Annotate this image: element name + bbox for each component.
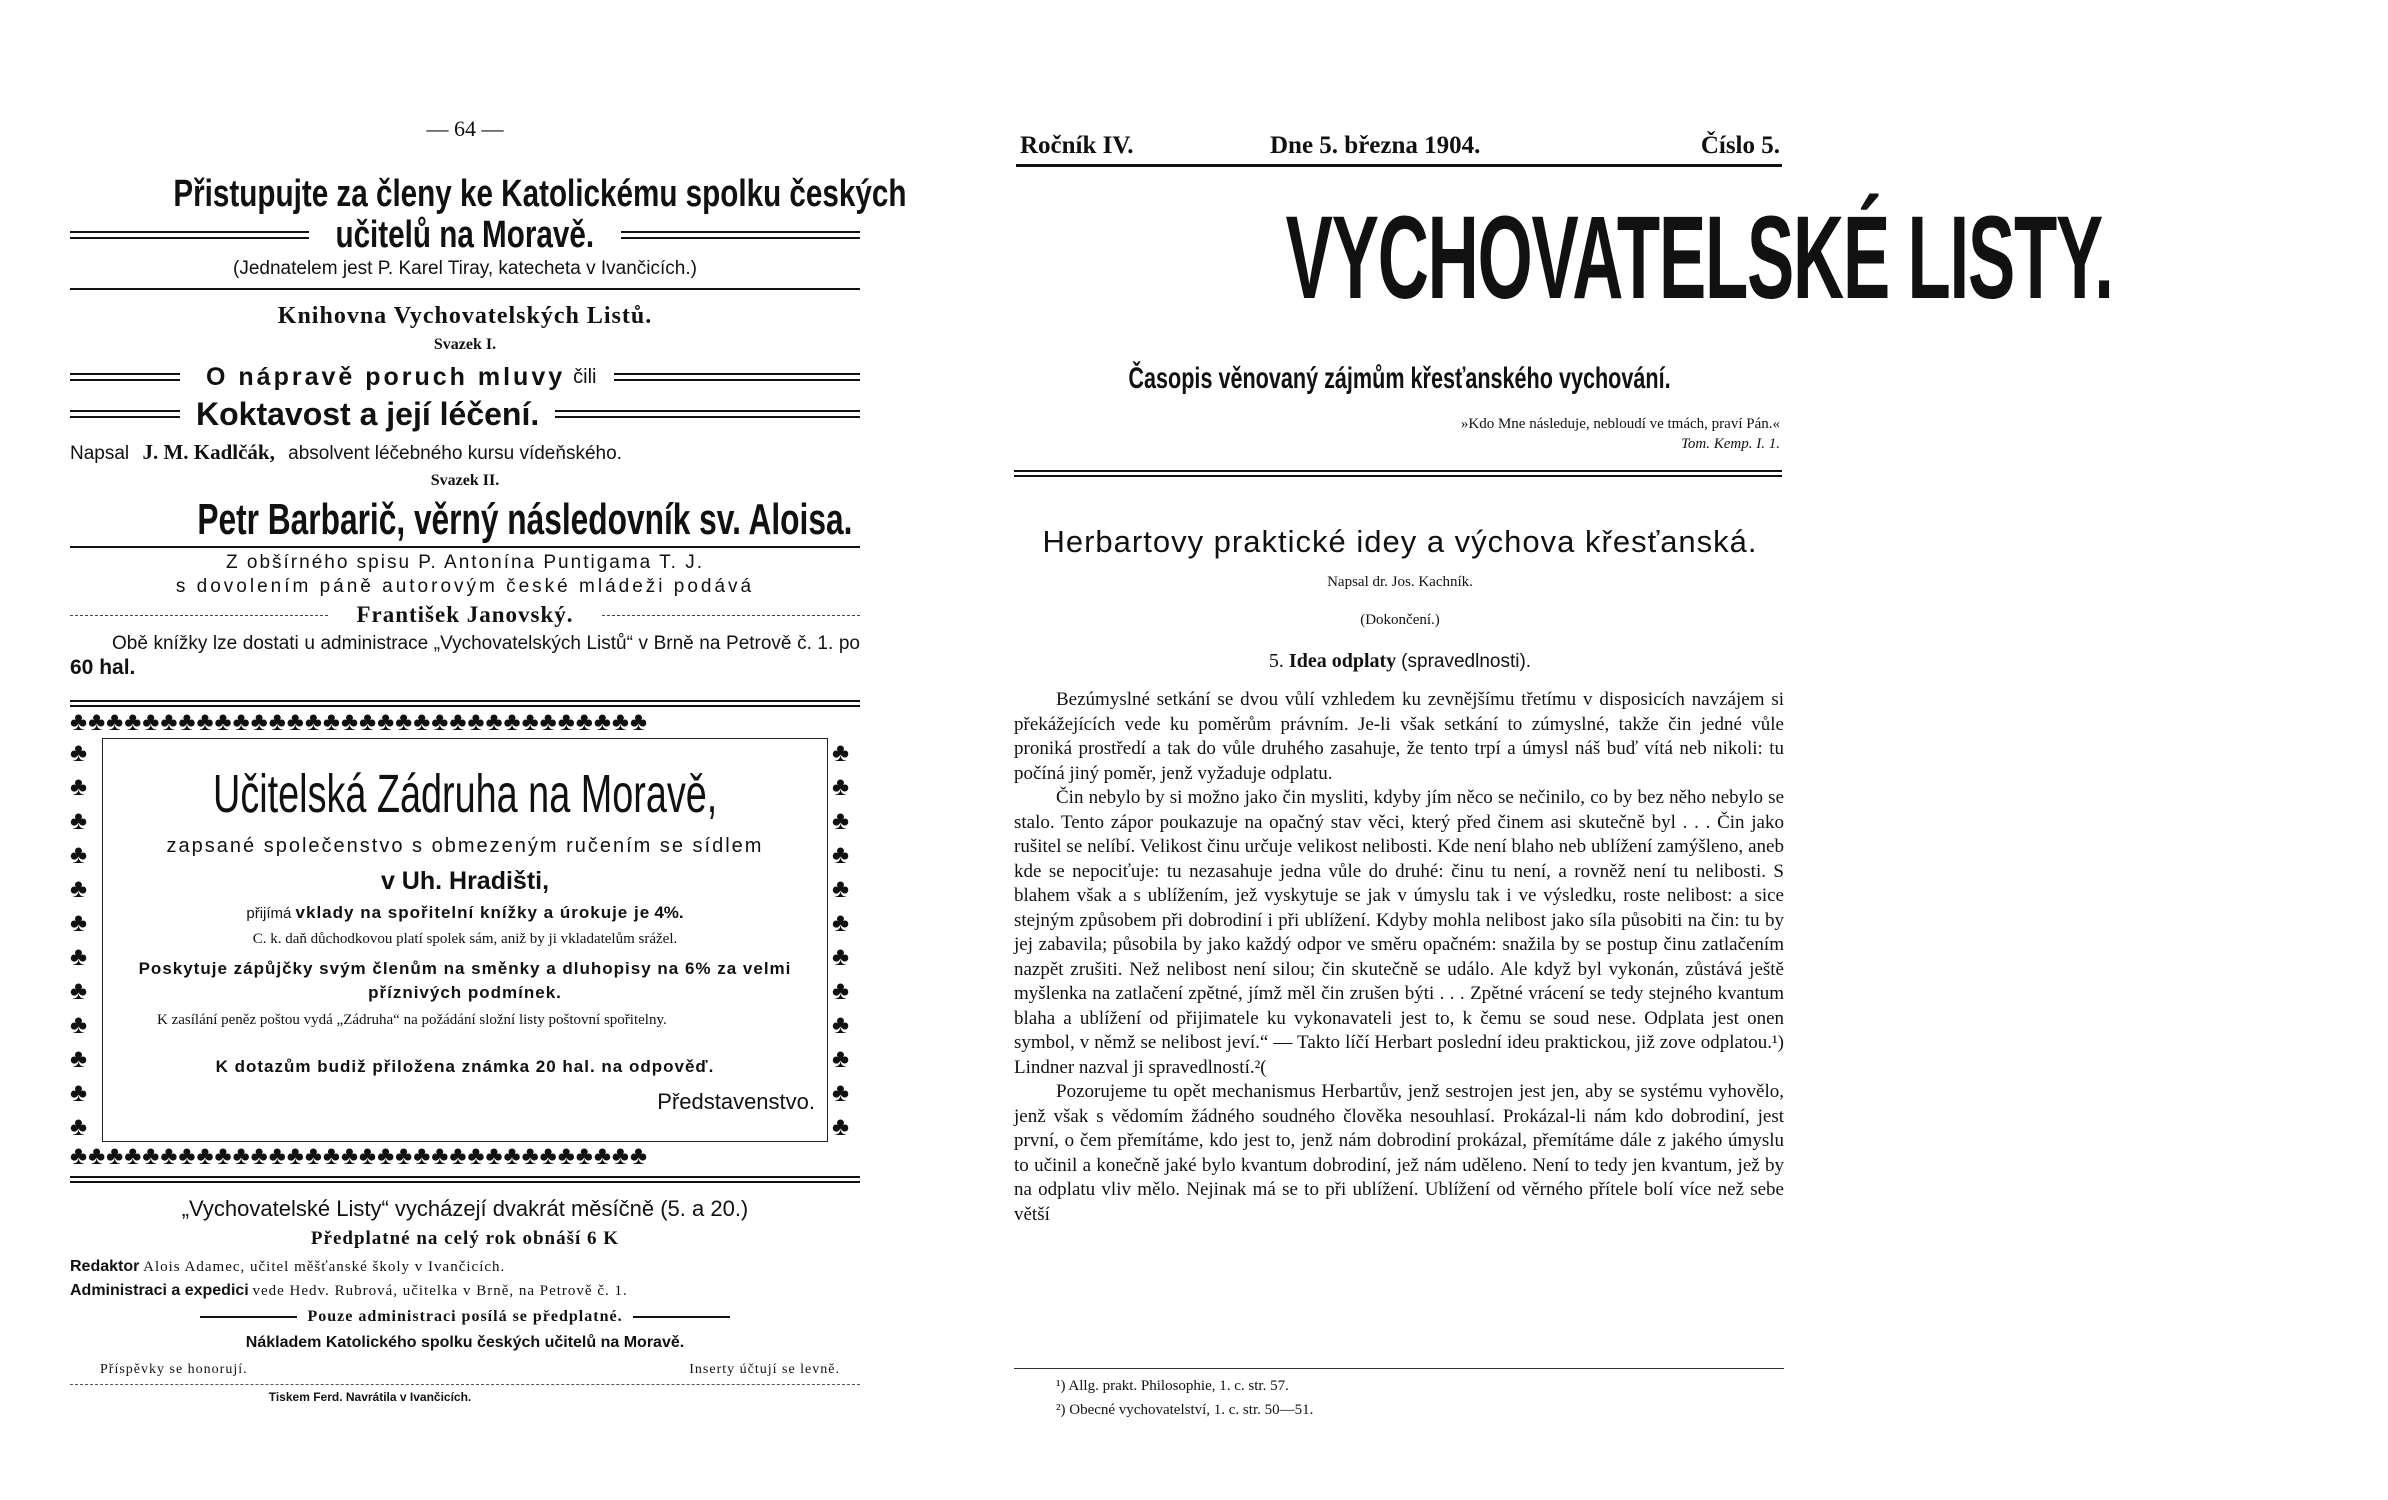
ornament-icon: ♣ <box>340 1141 359 1170</box>
ornament-top <box>70 708 860 736</box>
rule-left <box>70 410 180 418</box>
ornament-icon: ♣ <box>70 738 88 767</box>
ornament-icon: ♣ <box>70 1044 88 1073</box>
ornament-icon: ♣ <box>832 840 850 869</box>
ornament-icon: ♣ <box>629 1141 648 1170</box>
library-vol2-label: Svazek II. <box>430 472 500 489</box>
ornament-icon: ♣ <box>70 1141 89 1170</box>
ornament-icon: ♣ <box>70 806 88 835</box>
ornament-icon: ♣ <box>178 1141 197 1170</box>
ornament-icon: ♣ <box>70 908 88 937</box>
ornament-icon: ♣ <box>340 707 359 736</box>
ad-stamp-note: K dotazům budiž přiložena známka 20 hal. na odpověď. <box>215 1057 715 1076</box>
ornament-icon: ♣ <box>142 1141 161 1170</box>
ornament-icon: ♣ <box>70 1112 88 1141</box>
ornament-icon: ♣ <box>70 707 89 736</box>
masthead-volume: Ročník IV. <box>1020 132 1134 159</box>
ornament-icon: ♣ <box>431 707 450 736</box>
ad-top-rule <box>70 700 860 707</box>
ornament-icon: ♣ <box>557 1141 576 1170</box>
imprint-frequency: „Vychovatelské Listy“ vycházejí dvakrát měsíčně (5. a 20.) <box>181 1196 749 1221</box>
divider <box>70 288 860 290</box>
ornament-icon: ♣ <box>160 1141 179 1170</box>
availability-text: Obě knížky lze dostati u administrace „Vychovatelských Listů“ v Brně na Petrově č. 1. po <box>112 633 860 654</box>
rule-left <box>200 1316 297 1318</box>
ornament-icon: ♣ <box>629 707 648 736</box>
book1-title-rest: čili <box>573 365 597 388</box>
ornament-icon: ♣ <box>142 707 161 736</box>
book1-line1 <box>70 360 860 394</box>
ornament-icon: ♣ <box>593 1141 612 1170</box>
masthead-bottom-rule <box>1014 470 1782 477</box>
ornament-icon: ♣ <box>106 707 125 736</box>
ornament-icon: ♣ <box>304 1141 323 1170</box>
ad-deposit <box>103 903 827 923</box>
ornament-icon: ♣ <box>593 707 612 736</box>
ornament-icon: ♣ <box>539 707 558 736</box>
ornament-icon: ♣ <box>449 1141 468 1170</box>
masthead-title-text: VYCHOVATELSKÉ LISTY. <box>1285 192 2113 324</box>
article-paragraph-1: Bezúmyslné setkání se dvou vůlí vzhledem ku zevnějšímu třetímu v disposicích navzájem si překážejících vede ku poměrům právním. Je-li však setkání to zúmyslné, takže čin jedné vůle proniká prostředí a tak do vůle druhého zasahuje, že tento trpí a úmysl náš buď vítá neb nikoli: tu počíná jiný poměr, jenž vyžaduje odplatu. <box>1014 689 1784 784</box>
deposit-bold: vklady na spořitelní knížky a úrokuje je <box>295 903 651 922</box>
ad-inner-frame <box>102 738 828 1142</box>
ornament-icon: ♣ <box>832 772 850 801</box>
ornament-icon: ♣ <box>467 707 486 736</box>
masthead-issue: Číslo 5. <box>1700 132 1780 159</box>
ornament-icon: ♣ <box>359 707 378 736</box>
masthead-motto-source: Tom. Kemp. I. 1. <box>1680 436 1780 452</box>
ornament-icon: ♣ <box>70 976 88 1005</box>
library-vol1-label: Svazek I. <box>433 336 497 353</box>
book2-title <box>70 494 860 546</box>
ornament-icon: ♣ <box>70 1010 88 1039</box>
book1-author <box>70 440 860 465</box>
ornament-icon: ♣ <box>611 1141 630 1170</box>
ornament-icon: ♣ <box>359 1141 378 1170</box>
library-availability <box>70 632 860 681</box>
membership-note: (Jednatelem jest P. Karel Tiray, katecheta v Ivančicích.) <box>233 258 697 279</box>
ornament-icon: ♣ <box>485 707 504 736</box>
page-number: — 64 — <box>426 116 504 141</box>
footnote-2: ²) Obecné vychovatelství, 1. c. str. 50—51. <box>1056 1402 1314 1418</box>
ornament-icon: ♣ <box>832 806 850 835</box>
ornament-icon: ♣ <box>395 1141 414 1170</box>
ornament-icon: ♣ <box>124 707 143 736</box>
ad-title-text: Učitelská Zádruha na Moravě, <box>212 764 718 824</box>
ornament-icon: ♣ <box>832 908 850 937</box>
rule-left <box>70 615 328 616</box>
masthead-tagline <box>1000 362 1800 396</box>
ornament-icon: ♣ <box>575 707 594 736</box>
book1-title-bold: O nápravě poruch mluvy <box>206 362 566 391</box>
divider <box>70 546 860 548</box>
article-paragraph-3: Pozorujeme tu opět mechanismus Herbartův, jenž sestrojen jest jen, aby se systému vyhovělo, jenž však s vědomím žádného soudného člověka nesouhlasí. Prokázal-li nám kdo dobrodiní, jest první, o čem přemítáme, kdo jest to, jenž nám dobrodiní prokázal, přemítáme dále z jakého úmyslu to učinil a konečně jaké bylo kvantum dobrodiní, jež nám uděleno. Není to tedy jen kvantum, jež by na odplatu vliv mělo. Nejinak má se to při ublížení. Ublížení od věrného přítele bolí více než sebe větší <box>1014 1081 1784 1225</box>
ornament-icon: ♣ <box>539 1141 558 1170</box>
section-number: 5. <box>1268 650 1284 672</box>
book2-line2: s dovolením páně autorovým české mládeži podává <box>175 576 755 597</box>
author-prefix: Napsal <box>70 443 130 464</box>
imprint-printer: Tiskem Ferd. Navrátila v Ivančicích. <box>268 1390 472 1404</box>
ornament-icon: ♣ <box>575 1141 594 1170</box>
ornament-icon: ♣ <box>832 738 850 767</box>
ad-title <box>103 761 827 827</box>
ornament-icon: ♣ <box>268 1141 287 1170</box>
ornament-icon: ♣ <box>611 707 630 736</box>
ornament-icon: ♣ <box>832 942 850 971</box>
ornament-icon: ♣ <box>377 1141 396 1170</box>
article-continued: (Dokončení.) <box>1360 612 1440 628</box>
ornament-icon: ♣ <box>322 1141 341 1170</box>
ornament-icon: ♣ <box>503 1141 522 1170</box>
imprint-editor <box>70 1258 860 1276</box>
masthead-rule <box>1016 164 1782 167</box>
deposit-prefix: přijímá <box>246 905 292 922</box>
ad-subtitle: zapsané společenstvo s obmezeným ručením se sídlem <box>166 835 764 857</box>
editor-label: Redaktor <box>70 1258 140 1275</box>
article-title: Herbartovy praktické idey a výchova křesťanská. <box>1042 524 1758 559</box>
section-subtitle: (spravedlnosti). <box>1401 651 1532 672</box>
article-byline: Napsal dr. Jos. Kachník. <box>1327 574 1473 590</box>
ornament-right <box>832 736 860 1142</box>
ornament-icon: ♣ <box>250 1141 269 1170</box>
ad-bottom-rule <box>70 1176 860 1183</box>
section-title: Idea odplaty <box>1288 650 1397 672</box>
book2-line1: Z obšírného spisu P. Antonína Puntigama T. J. <box>226 552 704 573</box>
ornament-icon: ♣ <box>250 707 269 736</box>
imprint-admin <box>70 1282 860 1300</box>
ornament-icon: ♣ <box>503 707 522 736</box>
deposit-rate: 4%. <box>654 903 684 922</box>
masthead-title <box>1010 178 2113 338</box>
rule-right <box>555 410 860 418</box>
ornament-icon: ♣ <box>286 707 305 736</box>
ornament-icon: ♣ <box>413 1141 432 1170</box>
rule-left <box>70 231 309 239</box>
rule-right <box>602 615 860 616</box>
ornament-icon: ♣ <box>832 976 850 1005</box>
ornament-icon: ♣ <box>431 1141 450 1170</box>
rule-left <box>70 373 180 381</box>
ornament-icon: ♣ <box>232 1141 251 1170</box>
ornament-icon: ♣ <box>106 1141 125 1170</box>
ornament-icon: ♣ <box>467 1141 486 1170</box>
ornament-icon: ♣ <box>832 1010 850 1039</box>
masthead-dateline <box>1000 132 1780 162</box>
membership-title-line2 <box>70 214 860 256</box>
membership-title-text1: Přistupujte za členy ke Katolickému spolku českých <box>173 173 907 215</box>
admin-label: Administraci a expedici <box>70 1282 249 1299</box>
ornament-left <box>70 736 98 1142</box>
ornament-icon: ♣ <box>304 707 323 736</box>
ornament-icon: ♣ <box>395 707 414 736</box>
article-paragraph-2: Čin nebylo by si možno jako čin mysliti, kdyby jím něco se nečinilo, co by bez něho nebylo se stalo. Tento zápor poukazuje na opačný stav věci, který před činem asi skutečně byl . . . Čin jako rušitel se nelíbí. Velikost činu určuje velikost nelibosti. Kde není blaho neb ublížení zamýšleno, aneb kde se nepociťuje: tu nezasahuje jedna vůle do druhé: činu tu není, a rovněž není tu nelibosti. S blahem však a s ublížením, jež vyskytuje se jak v úmyslu tak i ve výsledku, roste nelibost: a sice stejným způsobem při dobrodiní i při ublížení. Kdyby mohla nelibost jako síla působiti na čin: tu by jej zabavila; působila by jako každý odpor ve směru opačném: snažila by se postup činu zatlačením nazpět zrušiti. Než nelibost není silou; čin skutečně se událo. Ale když byl vykonán, zůstává ještě myšlenka na zatlačení zpětné, jímž měl čin zrušen býti . . . Zpětné vrácení se tedy stejného kvantum blaha a ublížení od přijimatele ku vykonavateli jest to, k čemu se soud nese. Odplata jest onen symbol, v němž se nelibost jeví.“ — Takto líčí Herbart poslední ideu praktickou, již zove odplatou.¹) Lindner nazval ji spravedlností.²( <box>1014 787 1784 1078</box>
rule-right <box>621 231 860 239</box>
ornament-icon: ♣ <box>449 707 468 736</box>
ad-forms-note: K zasílání peněz poštou vydá „Zádruha“ na požádání složní listy poštovní spořitelny. <box>157 1012 667 1028</box>
ad-tax-note: C. k. daň důchodkovou platí spolek sám, aniž by ji vkladatelům srážel. <box>252 931 678 947</box>
book1-line2 <box>70 394 860 434</box>
divider <box>70 1384 860 1385</box>
ornament-bottom <box>70 1142 860 1170</box>
ornament-icon: ♣ <box>557 707 576 736</box>
article-body <box>1014 688 1784 1227</box>
author-name: J. M. Kadlčák, <box>142 440 275 464</box>
imprint-contributions: Příspěvky se honorují. <box>100 1362 248 1377</box>
masthead-date: Dne 5. března 1904. <box>1270 132 1481 159</box>
ad-signature: Představenstvo. <box>657 1089 815 1114</box>
masthead-motto: »Kdo Mne následuje, nebloudí ve tmách, praví Pán.« <box>1460 416 1780 432</box>
ornament-icon: ♣ <box>214 707 233 736</box>
translator-line <box>70 600 860 630</box>
ornament-icon: ♣ <box>322 707 341 736</box>
ornament-icon: ♣ <box>160 707 179 736</box>
masthead-tagline-text: Časopis věnovaný zájmům křesťanského vychování. <box>1128 362 1672 395</box>
rule-right <box>633 1316 730 1318</box>
membership-title-text2: učitelů na Moravě. <box>335 213 595 256</box>
ornament-icon: ♣ <box>178 707 197 736</box>
ad-zadruha <box>70 700 860 1184</box>
admin-text: vede Hedv. Rubrová, učitelka v Brně, na Petrově č. 1. <box>252 1283 628 1299</box>
imprint-subscription: Předplatné na celý rok obnáší 6 K <box>310 1228 620 1249</box>
ornament-icon: ♣ <box>196 707 215 736</box>
ornament-icon: ♣ <box>232 707 251 736</box>
ornament-icon: ♣ <box>377 707 396 736</box>
ornament-icon: ♣ <box>70 874 88 903</box>
ornament-icon: ♣ <box>521 1141 540 1170</box>
footnote-rule <box>1014 1368 1784 1369</box>
rule-right <box>614 373 860 381</box>
library-heading: Knihovna Vychovatelských Listů. <box>277 303 653 329</box>
section-heading <box>1000 650 1800 673</box>
footnote-1: ¹) Allg. prakt. Philosophie, 1. c. str. 57. <box>1056 1378 1289 1394</box>
ornament-icon: ♣ <box>70 1078 88 1107</box>
ornament-icon: ♣ <box>70 772 88 801</box>
ornament-icon: ♣ <box>70 840 88 869</box>
ornament-icon: ♣ <box>485 1141 504 1170</box>
book1-title-main: Koktavost a její léčení. <box>196 395 540 432</box>
translator-name: František Janovský. <box>356 602 574 627</box>
ad-location: v Uh. Hradišti, <box>380 867 550 895</box>
ornament-icon: ♣ <box>196 1141 215 1170</box>
book2-title-text: Petr Barbarič, věrný následovník sv. Aloisa. <box>197 495 853 544</box>
ornament-icon: ♣ <box>70 942 88 971</box>
ornament-icon: ♣ <box>124 1141 143 1170</box>
imprint-ads-note: Inserty účtují se levně. <box>689 1362 840 1377</box>
ad-loans: Poskytuje zápůjčky svým členům na směnky a dluhopisy na 6% za velmi příznivých podmínek. <box>138 959 792 1002</box>
price: 60 hal. <box>70 656 136 679</box>
ornament-icon: ♣ <box>88 707 107 736</box>
ornament-icon: ♣ <box>832 1112 850 1141</box>
ornament-icon: ♣ <box>521 707 540 736</box>
imprint-publisher: Nákladem Katolického spolku českých učitelů na Moravě. <box>245 1334 685 1351</box>
ornament-icon: ♣ <box>214 1141 233 1170</box>
imprint-prepay-line <box>200 1306 730 1328</box>
editor-text: Alois Adamec, učitel měšťanské školy v Ivančicích. <box>143 1259 506 1275</box>
prepay-note: Pouze administraci posílá se předplatné. <box>307 1308 623 1325</box>
membership-title-line1 <box>70 172 907 216</box>
ornament-icon: ♣ <box>88 1141 107 1170</box>
ornament-icon: ♣ <box>832 1078 850 1107</box>
ornament-icon: ♣ <box>413 707 432 736</box>
author-suffix: absolvent léčebného kursu vídeňského. <box>288 443 622 464</box>
ornament-icon: ♣ <box>268 707 287 736</box>
ornament-icon: ♣ <box>286 1141 305 1170</box>
ornament-icon: ♣ <box>832 1044 850 1073</box>
ornament-icon: ♣ <box>832 874 850 903</box>
